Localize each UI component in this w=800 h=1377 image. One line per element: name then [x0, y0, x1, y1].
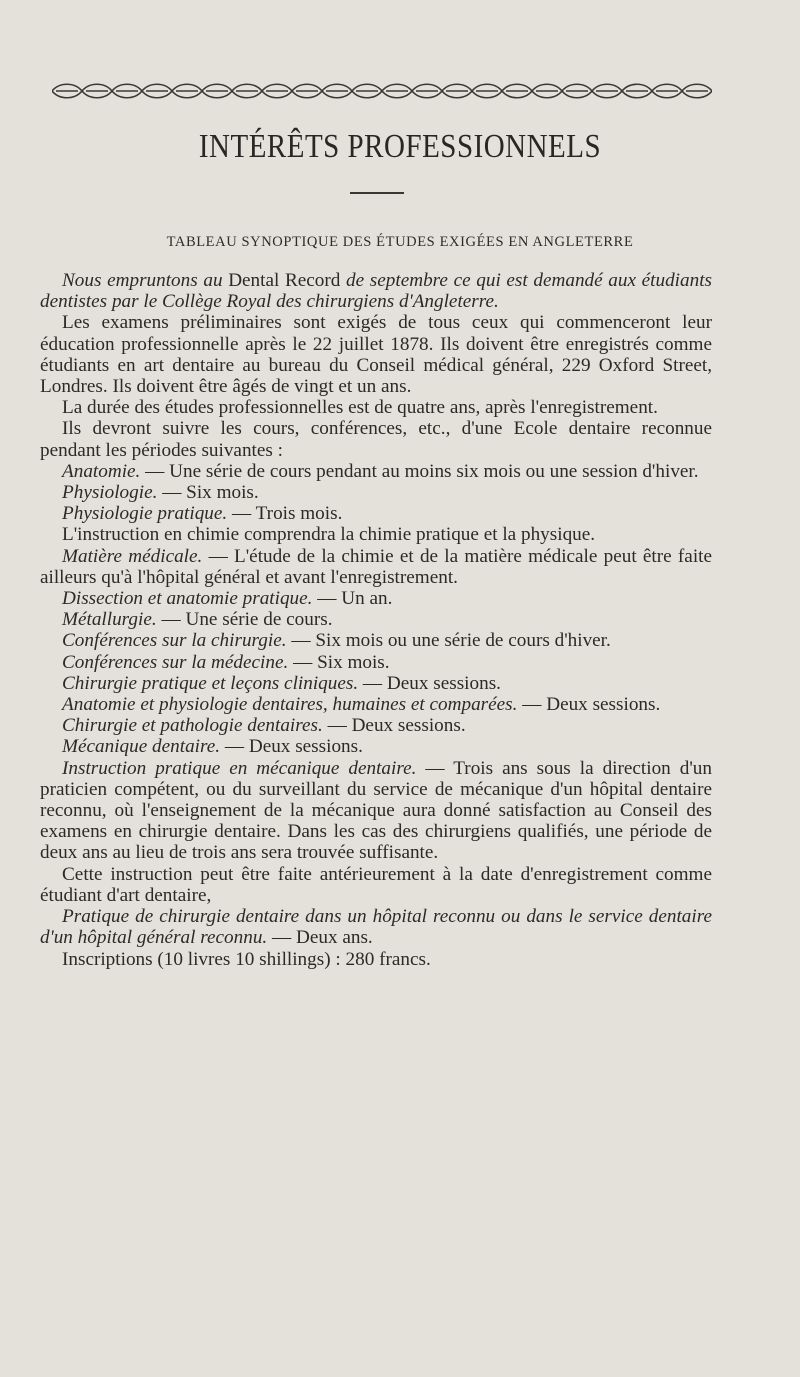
paragraph [40, 736, 712, 757]
ornament-link [352, 84, 382, 98]
italic-text: Anatomie et physiologie dentaires, humaines et comparées. [62, 694, 518, 716]
article-body [40, 270, 712, 970]
text-segment: — Un an. [312, 588, 393, 610]
ornament-link [112, 84, 142, 98]
ornament-link [502, 84, 532, 98]
italic-text: Métallurgie. [62, 609, 157, 631]
paragraph [40, 758, 712, 864]
ornament-link [472, 84, 502, 98]
paragraph [40, 609, 712, 630]
ornament-link [562, 84, 592, 98]
paragraph [40, 694, 712, 715]
italic-text: Dissection et anatomie pratique. [62, 588, 313, 610]
paragraph [40, 397, 712, 418]
italic-text: Nous empruntons au [62, 270, 229, 291]
text-segment: — Deux sessions. [322, 715, 466, 737]
paragraph [40, 588, 712, 609]
ornament-link [322, 84, 352, 98]
ornament-link [442, 84, 472, 98]
text-segment: L'instruction en chimie comprendra la chimie pratique et la physique. [62, 524, 596, 546]
italic-text: Matière médicale. [62, 545, 203, 567]
text-segment: — L'étude de la chimie et de la matière médicale peut être faite ailleurs qu'à l'hôpital général et avant l'enregistrement. [40, 545, 712, 588]
ornament-link [592, 84, 622, 98]
text-segment: — Deux sessions. [220, 736, 363, 758]
text-segment: — Six mois. [288, 651, 390, 673]
section-subtitle: TABLEAU SYNOPTIQUE DES ÉTUDES EXIGÉES EN ANGLETERRE [166, 234, 634, 250]
text-segment: — Six mois. [157, 482, 259, 504]
paragraph [40, 630, 712, 651]
paragraph [40, 270, 712, 312]
ornament-link [262, 84, 292, 98]
paragraph [40, 461, 712, 482]
text-segment: — Deux sessions. [358, 672, 501, 694]
italic-text: Pratique de chirurgie dentaire dans un hôpital reconnu ou dans le service dentaire d'un hôpital général reconnu. [40, 906, 712, 949]
paragraph [40, 673, 712, 694]
ornament-link [652, 84, 682, 98]
paragraph [40, 524, 712, 545]
ornament-link [382, 84, 412, 98]
italic-text: Conférences sur la chirurgie. [62, 630, 287, 652]
italic-text: Chirurgie pratique et leçons cliniques. [62, 672, 359, 694]
text-segment: Dental Record [228, 270, 341, 291]
ornament-link [232, 84, 262, 98]
italic-text: Chirurgie et pathologie dentaires. [62, 715, 323, 737]
text-segment: — Deux ans. [267, 927, 373, 949]
text-segment: Ils devront suivre les cours, conférences, etc., d'une Ecole dentaire reconnue pendant les périodes suivantes : [40, 418, 712, 461]
paragraph [40, 418, 712, 460]
paragraph [40, 864, 712, 906]
text-segment: — Deux sessions. [517, 694, 661, 716]
text-segment: — Une série de cours. [156, 609, 333, 631]
italic-text: Physiologie. [62, 482, 158, 504]
ornament-link [52, 84, 82, 98]
italic-text: Physiologie pratique. [62, 503, 228, 525]
paragraph [40, 715, 712, 736]
paragraph [40, 906, 712, 948]
paragraph [40, 503, 712, 524]
title-divider [350, 192, 404, 194]
ornament-link [202, 84, 232, 98]
ornament-link [292, 84, 322, 98]
text-segment: Les examens préliminaires sont exigés de tous ceux qui commenceront leur éducation professionnelle après le 22 juillet 1878. Ils doivent être enregistrés comme étudiants en art dentaire au bureau du Conseil médical général, 229 Oxford Street, Londres. Ils doivent être âgés de vingt et un ans. [40, 312, 712, 398]
text-segment: Cette instruction peut être faite antérieurement à la date d'enregistrement comme étudiant d'art dentaire, [40, 863, 712, 906]
text-segment: — Trois mois. [227, 503, 343, 525]
text-segment: Inscriptions (10 livres 10 shillings) : 280 francs. [62, 948, 431, 970]
decorative-border-ornament [52, 80, 712, 102]
ornament-link [82, 84, 112, 98]
ornament-link [682, 84, 712, 98]
text-segment: — Six mois ou une série de cours d'hiver. [286, 630, 611, 652]
italic-text: Anatomie. [62, 460, 141, 482]
ornament-link [412, 84, 442, 98]
ornament-link [532, 84, 562, 98]
paragraph [40, 312, 712, 397]
text-segment: — Trois ans sous la direction d'un praticien compétent, ou du surveillant du service de mécanique d'un hôpital dentaire reconnu, où l'enseignement de la mécanique aura donné satisfaction au Conseil des examens en chirurgie dentaire. Dans les cas des chirurgiens qualifiés, une période de deux ans au lieu de trois ans sera trouvée suffisante. [40, 757, 712, 864]
paragraph [40, 652, 712, 673]
ornament-link [142, 84, 172, 98]
ornament-link [172, 84, 202, 98]
text-segment: La durée des études professionnelles est de quatre ans, après l'enregistrement. [62, 397, 658, 419]
paragraph [40, 949, 712, 970]
text-segment: — Une série de cours pendant au moins six mois ou une session d'hiver. [140, 460, 699, 482]
page-title: INTÉRÊTS PROFESSIONNELS [198, 128, 602, 165]
ornament-link [622, 84, 652, 98]
italic-text: Instruction pratique en mécanique dentaire. [62, 757, 417, 779]
paragraph [40, 546, 712, 588]
paragraph [40, 482, 712, 503]
italic-text: Conférences sur la médecine. [62, 651, 289, 673]
italic-text: de septembre ce qui est demandé aux étudiants dentistes par le Collège Royal des chirurgiens d'Angleterre. [40, 270, 712, 313]
italic-text: Mécanique dentaire. [62, 736, 221, 758]
